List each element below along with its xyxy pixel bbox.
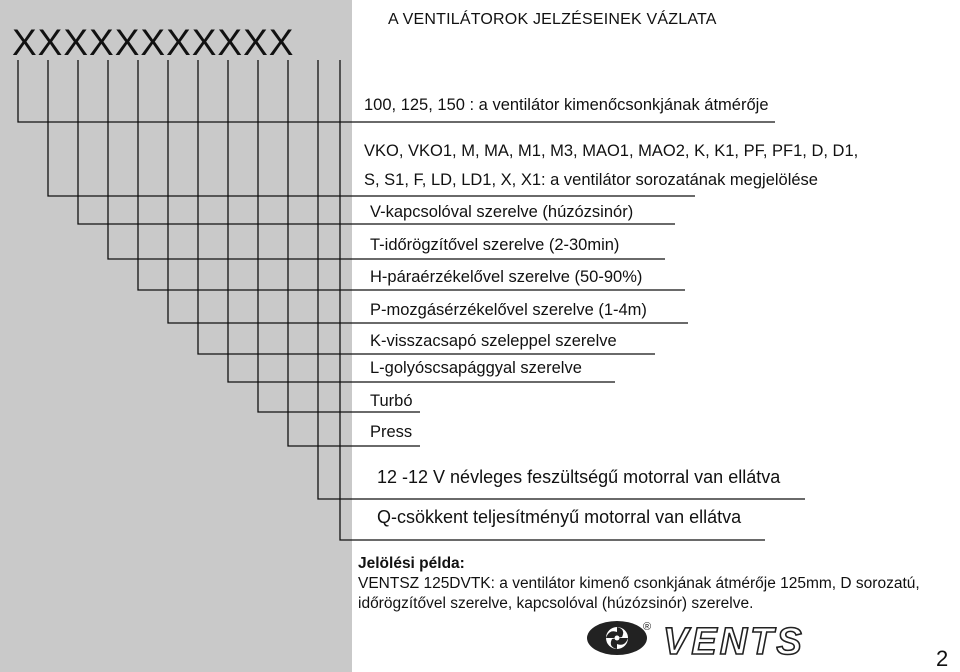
- page-number: 2: [936, 646, 949, 671]
- code-pattern: XXXXXXXXXXX: [12, 22, 295, 63]
- vents-logo: [585, 616, 840, 660]
- example-block: [358, 554, 920, 614]
- row-p: P-mozgásérzékelővel szerelve (1-4m): [370, 301, 647, 319]
- row-l: L-golyóscsapággyal szerelve: [370, 359, 582, 377]
- row-v: V-kapcsolóval szerelve (húzózsinór): [370, 203, 634, 221]
- row-series-2: S, S1, F, LD, LD1, X, X1: a ventilátor sorozatának megjelölése: [364, 171, 818, 189]
- row-k: K-visszacsapó szeleppel szerelve: [370, 332, 617, 350]
- row-t: T-időrögzítővel szerelve (2-30min): [370, 236, 620, 254]
- row-diameter: 100, 125, 150 : a ventilátor kimenőcsonkjának átmérője: [364, 96, 769, 114]
- example-line-2: időrögzítővel szerelve, kapcsolóval (húzózsinór) szerelve.: [358, 595, 754, 612]
- example-line-1: VENTSZ 125DVTK: a ventilátor kimenő csonkjának átmérője 125mm, D sorozatú,: [358, 575, 920, 592]
- row-turbo: Turbó: [370, 392, 413, 410]
- logo-text: VENTS: [663, 621, 805, 660]
- example-heading: Jelölési példa:: [358, 555, 465, 572]
- row-series-1: VKO, VKO1, M, MA, M1, M3, MAO1, MAO2, K, K1, PF, PF1, D, D1,: [364, 142, 859, 160]
- row-q: Q-csökkent teljesítményű motorral van ellátva: [377, 507, 742, 527]
- row-12v: 12 -12 V névleges feszültségű motorral van ellátva: [377, 467, 781, 487]
- row-press: Press: [370, 423, 413, 441]
- fan-icon: [587, 621, 647, 655]
- row-h: H-páraérzékelővel szerelve (50-90%): [370, 268, 643, 286]
- registered-mark: ®: [643, 621, 652, 633]
- page-title: A VENTILÁTOROK JELZÉSEINEK VÁZLATA: [388, 11, 717, 28]
